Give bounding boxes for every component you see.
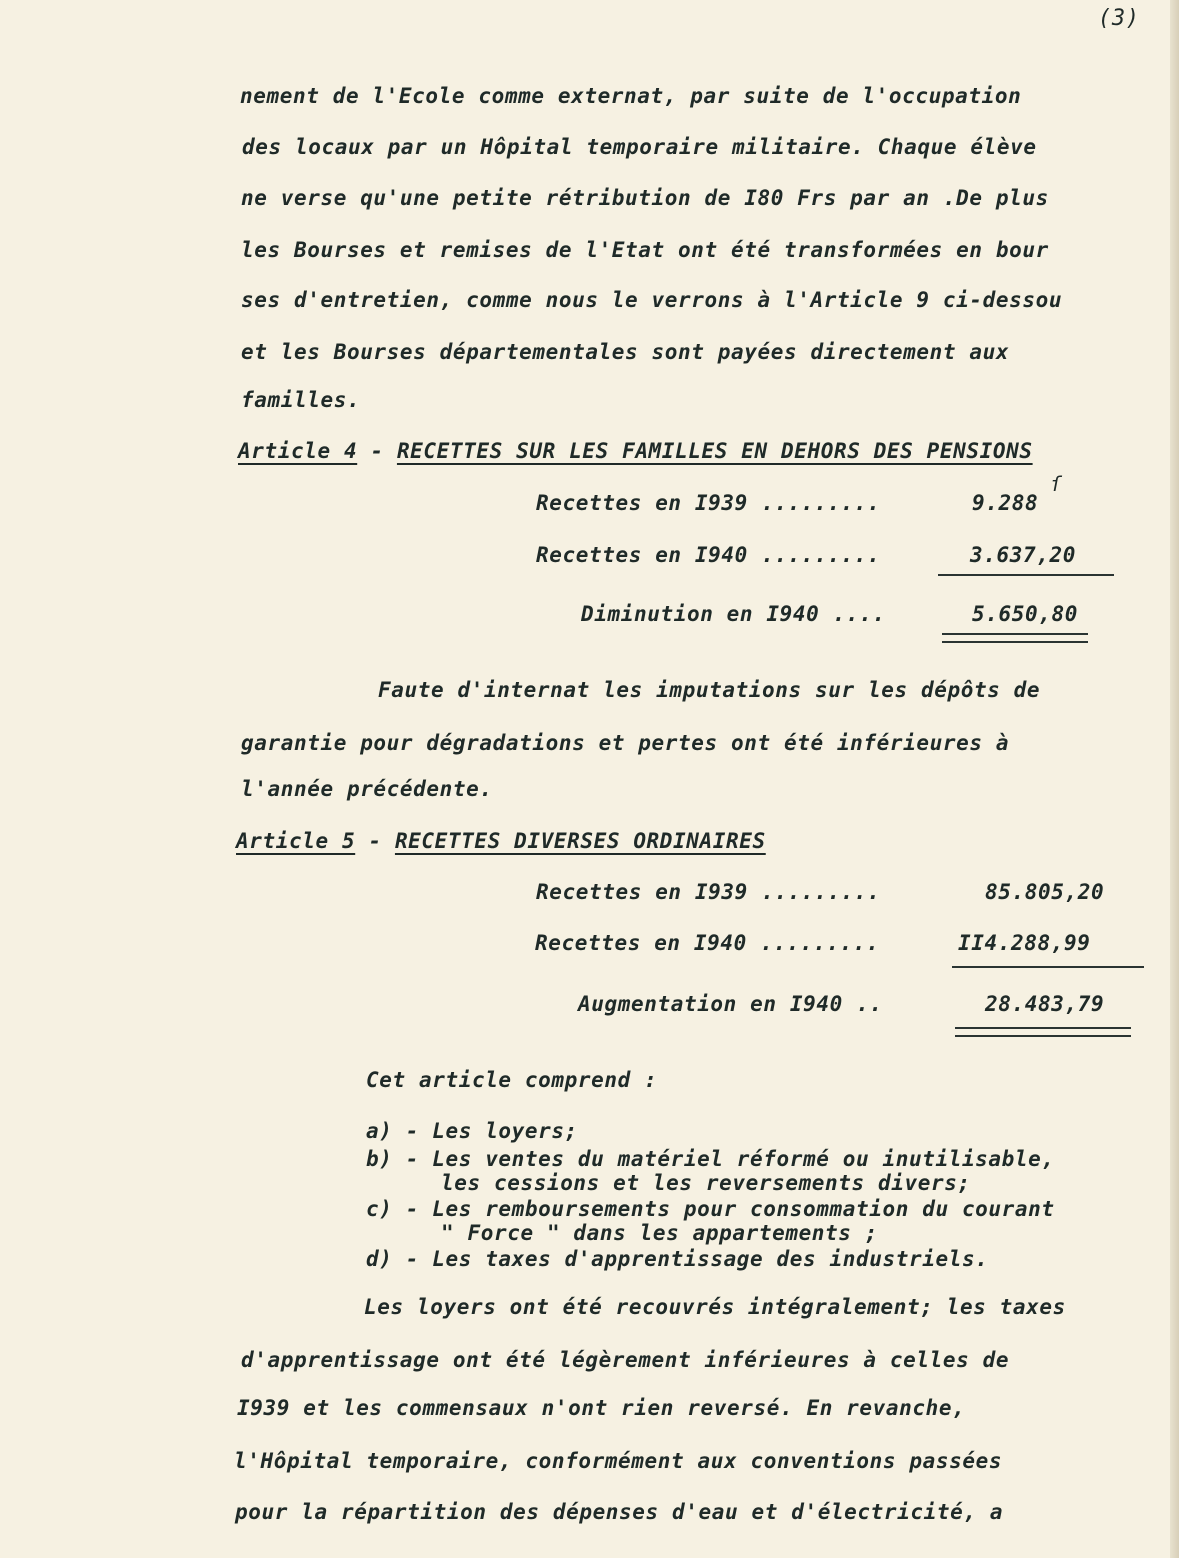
article5-paragraph-line: I939 et les commensaux n'ont rien reversé. En revanche, (237, 1396, 966, 1420)
article4-row-label: Recettes en I940 ......... (536, 543, 881, 567)
article5-list-item: c) - Les remboursements pour consommation du courant (366, 1197, 1055, 1221)
article4-row-value: 3.637,20 (970, 543, 1076, 567)
article5-dash: - (355, 829, 395, 853)
article5-paragraph-line: l'Hôpital temporaire, conformément aux conventions passées (234, 1449, 1003, 1473)
article5-title: RECETTES DIVERSES ORDINAIRES (394, 829, 766, 853)
article4-row-value: 9.288 (972, 491, 1039, 515)
article5-list-item: a) - Les loyers; (366, 1119, 578, 1143)
paragraph1-line: les Bourses et remises de l'Etat ont été transformées en bour (241, 238, 1049, 262)
article5-row-label: Recettes en I939 ......... (536, 880, 881, 904)
paragraph1-line: familles. (241, 388, 361, 412)
article5-list-item: " Force " dans les appartements ; (441, 1221, 879, 1245)
article5-paragraph-line: Les loyers ont été recouvrés intégralement; les taxes (364, 1295, 1066, 1319)
article5-paragraph-line: d'apprentissage ont été légèrement inférieures à celles de (241, 1348, 1010, 1372)
article4-paragraph-line: Faute d'internat les imputations sur les dépôts de (378, 678, 1041, 702)
article5-list-item: b) - Les ventes du matériel réformé ou inutilisable, (366, 1147, 1055, 1171)
page-number: (3) (1098, 6, 1140, 31)
article4-row-value: 5.650,80 (972, 602, 1078, 626)
article5-row-value: II4.288,99 (958, 931, 1091, 955)
paragraph1-line: ses d'entretien, comme nous le verrons à l'Article 9 ci-dessou (241, 288, 1063, 312)
sum-rule (952, 966, 1144, 968)
article5-label: Article 5 (236, 829, 356, 853)
article5-row-label: Augmentation en I940 .. (578, 992, 883, 1016)
article4-title: RECETTES SUR LES FAMILLES EN DEHORS DES PENSIONS (396, 439, 1033, 463)
paragraph1-line: et les Bourses départementales sont payées directement aux (241, 340, 1010, 364)
handwritten-mark: ſ (1050, 472, 1063, 496)
article4-label: Article 4 (238, 439, 358, 463)
article5-row-value: 28.483,79 (985, 992, 1105, 1016)
paragraph1-line: ne verse qu'une petite rétribution de I80 Frs par an .De plus (241, 186, 1049, 210)
article5-list-item: les cessions et les reversements divers; (441, 1171, 971, 1195)
sum-rule (938, 574, 1114, 576)
article4-row-label: Recettes en I939 ......... (536, 491, 881, 515)
article5-list-item: d) - Les taxes d'apprentissage des industriels. (366, 1247, 989, 1271)
article5-heading (236, 831, 766, 852)
paragraph1-line: nement de l'Ecole comme externat, par suite de l'occupation (240, 84, 1022, 108)
article4-paragraph-line: l'année précédente. (241, 777, 493, 801)
article4-row-label: Diminution en I940 .... (581, 602, 886, 626)
article4-dash: - (357, 439, 397, 463)
total-double-rule (955, 1027, 1131, 1037)
total-double-rule (942, 633, 1088, 643)
article5-row-label: Recettes en I940 ......... (535, 931, 880, 955)
article5-row-value: 85.805,20 (985, 880, 1105, 904)
paragraph1-line: des locaux par un Hôpital temporaire militaire. Chaque élève (242, 135, 1037, 159)
article4-heading (238, 441, 1033, 462)
article4-paragraph-line: garantie pour dégradations et pertes ont été inférieures à (241, 731, 1010, 755)
page-edge-shadow (1170, 0, 1179, 1558)
article5-intro: Cet article comprend : (366, 1068, 658, 1092)
article5-paragraph-line: pour la répartition des dépenses d'eau et d'électricité, a (235, 1500, 1004, 1524)
